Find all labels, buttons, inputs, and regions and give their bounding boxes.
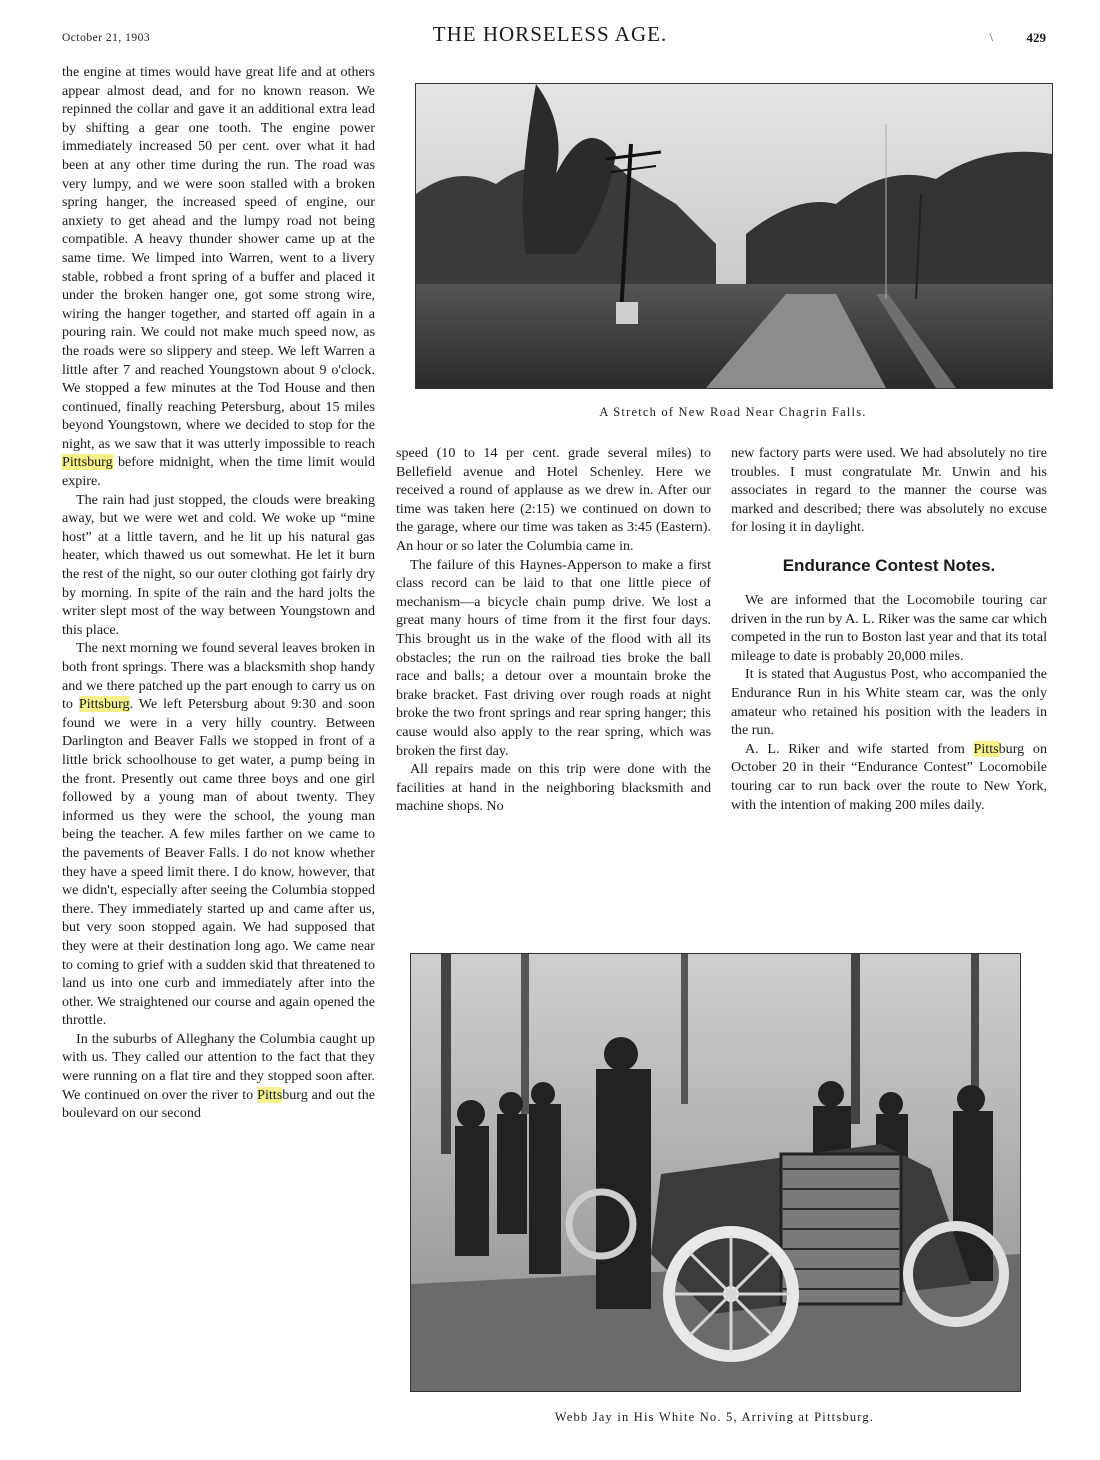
page-number: 429 [1026,30,1046,45]
paragraph: In the suburbs of Alleghany the Columbia caught up with us. They called our attention to the fact that they were running on a flat tire and they stopped soon after. We continued on over the river to Pittsburg and out the boulevard on our second [62,1030,375,1122]
photo-new-road [415,83,1053,389]
highlight: Pittsburg [78,696,130,713]
car-photo-illustration [411,954,1020,1391]
highlight: Pitts [973,740,999,757]
paragraph: speed (10 to 14 per cent. grade several miles) to Bellefield avenue and Hotel Schenley. Here we received a round of applause as we drew in. After our time was taken here (2:15) we continued on down to the garage, where our time was taken as 3:45 (Eastern). An hour or so later the Columbia came in. [396,445,711,554]
margin-mark: \ [989,30,993,44]
photo-white-car [410,953,1021,1392]
road-photo-illustration [416,84,1052,388]
column-3 [731,444,1047,814]
section-heading: Endurance Contest Notes. [782,555,996,575]
paragraph: The failure of this Haynes-Apperson to make a first class record can be laid to that one little piece of mechanism—a bicycle chain pump drive. We lost a great many hours of time from it the first four days. This brought us in the wake of the flood with all its obstacles; the run on the railroad ties broke the ball race and balls; a detour over a mountain broke the brake bracket. Fast driving over rough roads at night broke the two front springs and rear spring hanger; this cause would also apply to the rear spring, which was broken the first day. [396,556,711,759]
header-date: October 21, 1903 [62,32,151,44]
column-1 [62,63,375,1123]
paragraph: We are informed that the Locomobile touring car driven in the run by A. L. Riker was the same car which competed in the run to Boston last year and that its total mileage to date is probably 20,000 miles. [731,591,1047,664]
paragraph: It is stated that Augustus Post, who accompanied the Endurance Run in his White steam car, was the only amateur who retained his position with the leaders in the run. [731,666,1047,739]
paragraph: new factory parts were used. We had absolutely no tire troubles. I must congratulate Mr. Unwin and his associates in regard to the manner the course was marked and described; there was absolutely no excuse for losing it in daylight. [731,445,1047,536]
photo-caption-top: A Stretch of New Road Near Chagrin Falls. [599,405,867,419]
journal-title: THE HORSELESS AGE. [432,22,668,46]
photo-caption-bottom: Webb Jay in His White No. 5, Arriving at Pittsburg. [554,1410,875,1424]
paragraph: All repairs made on this trip were done with the facilities at hand in the neighboring blacksmith and machine shops. No [396,761,711,815]
page-header [0,22,1100,52]
paragraph: the engine at times would have great life and at others appear almost dead, and for no known reason. We repinned the collar and gave it an additional extra lead by shifting a gear one tooth. The engine power immediately increased 50 per cent. over what it had been at any other time during the run. The road was very lumpy, and we were soon stalled with a broken spring hanger, the increased speed of engine, our anxiety to get ahead and the lumpy road not being compatible. A heavy thunder shower came up at the same time. We limped into Warren, went to a livery stable, robbed a front spring of a buffer and placed it under the broken hanger one, got some strong wire, wiring the hanger together, and started off again in a pouring rain. We could not make much speed now, as the roads were so slippery and steep. We left Warren a little after 7 and reached Youngstown about 9 o'clock. We stopped a few minutes at the Tod House and then continued, finally reaching Petersburg, about 15 miles beyond Youngstown, where we decided to stop for the night, as we saw that it was utterly impossible to reach Pittsburg before midnight, when the time limit would expire. [62,64,375,490]
highlight: Pittsburg [62,454,113,471]
column-2 [396,444,711,816]
paragraph: A. L. Riker and wife started from Pittsburg on October 20 in their “Endurance Contest” Locomobile touring car to run back over the route to New York, with the intention of making 200 miles daily. [731,740,1047,813]
paragraph: The rain had just stopped, the clouds were breaking away, but we were wet and cold. We woke up “mine host” at a little tavern, and he lit up his natural gas heater, which thawed us out somewhat. He let it burn the rest of the night, so our outer clothing got fairly dry by morning. In spite of the rain and the hard jolts the writer slept most of the way between Youngstown and this place. [62,491,375,638]
highlight: Pitts [257,1086,283,1103]
paragraph: The next morning we found several leaves broken in both front springs. There was a blacksmith shop handy and we there patched up the part enough to carry us on to Pittsburg. We left Petersburg about 9:30 and soon found we were in a very hilly country. Between Darlington and Beaver Falls we stopped in front of a little brick schoolhouse to get water, a pump being in the front. Presently out came three boys and one girl followed by a young man of about twenty. They informed us they were the school, the young man being the teacher. A few miles farther on we came to the pavements of Beaver Falls. I do not know whether they have a speed limit there. I do know, however, that we didn't, especially after seeing the Columbia stopped there. They immediately started up and came after us, but very soon stopped again. We had supposed that they were at their destination long ago. We came near to coming to grief with a sudden skid that threatened to land us into one curb and immediately after into the other. We straightened our course and again opened the throttle. [62,640,375,1029]
